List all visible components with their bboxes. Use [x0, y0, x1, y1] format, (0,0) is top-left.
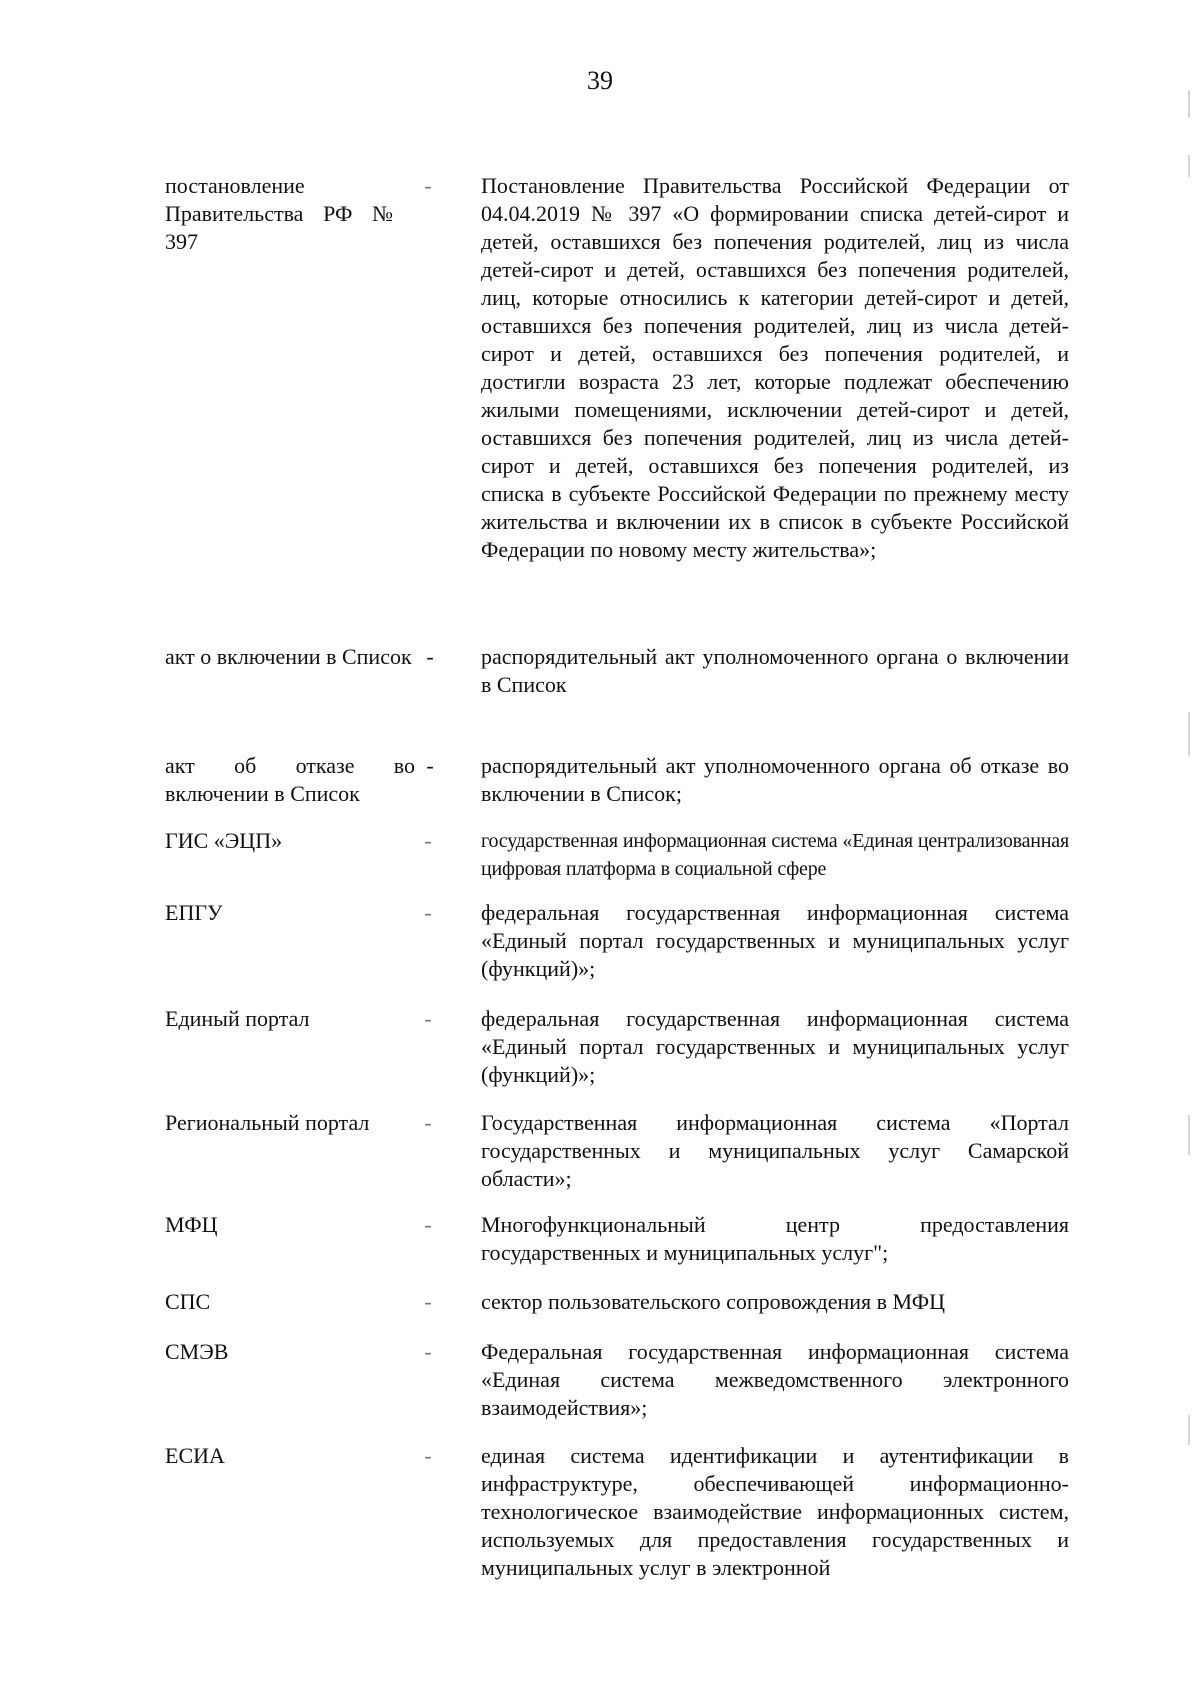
- entry-term: МФЦ: [165, 1212, 218, 1237]
- entry-term: Единый портал: [165, 1006, 310, 1031]
- entry-definition: Постановление Правительства Российской Федерации от 04.04.2019 № 397 «О формировании списка детей-сирот и детей, оставшихся без попечения родителей, лиц из числа детей-сирот и детей, оставшихся без попечения родителей, лиц, которые относились к категории детей-сирот и детей, оставшихся без попечения родителей, лиц из числа детей-сирот и детей, оставшихся без попечения родителей, и достигли возраста 23 лет, которые подлежат обеспечению жилыми помещениями, исключении детей-сирот и детей, оставшихся без попечения родителей, лиц из числа детей-сирот и детей, оставшихся без попечения родителей, из списка в субъекте Российской Федерации по прежнему месту жительства и включении их в список в субъекте Российской Федерации по новому месту жительства»;: [481, 173, 1069, 562]
- entry-definition: единая система идентификации и аутентификации в инфраструктуре, обеспечивающей информационно-технологическое взаимодействие информационных систем, используемых для предоставления государственных и муниципальных услуг в электронной: [481, 1443, 1069, 1580]
- entry-term: СПС: [165, 1289, 211, 1314]
- entry-definition: Многофункциональный центр предоставления государственных и муниципальных услуг";: [481, 1212, 1069, 1265]
- entry-term: акт об отказе во включении в Список: [165, 753, 415, 806]
- entry-definition: Федеральная государственная информационная система «Единая система межведомственного электронного взаимодействия»;: [481, 1339, 1069, 1420]
- entry-dash: -: [424, 900, 432, 925]
- entry-dash: -: [424, 1339, 432, 1364]
- entry-dash: -: [424, 173, 432, 198]
- entry-definition: распорядительный акт уполномоченного органа об отказе во включении в Список;: [481, 753, 1069, 806]
- entry-term: СМЭВ: [165, 1339, 229, 1364]
- page-number: 39: [587, 66, 613, 95]
- entry-term: постановление Правительства РФ № 397: [165, 173, 393, 254]
- entry-dash: -: [424, 1289, 432, 1314]
- entry-definition: государственная информационная система «Единая централизованная цифровая платформа в социальной сфере: [481, 830, 1069, 880]
- entry-definition: распорядительный акт уполномоченного органа о включении в Список: [481, 644, 1069, 697]
- entry-term: Региональный портал: [165, 1110, 370, 1135]
- entry-term: ГИС «ЭЦП»: [165, 828, 283, 853]
- entry-dash: -: [424, 1006, 432, 1031]
- entry-dash: -: [424, 1110, 432, 1135]
- entry-dash: -: [424, 1212, 432, 1237]
- entry-definition: федеральная государственная информационная система «Единый портал государственных и муниципальных услуг (функций)»;: [481, 900, 1069, 981]
- entry-term: акт о включении в Список: [165, 644, 412, 669]
- entry-definition: федеральная государственная информационная система «Единый портал государственных и муниципальных услуг (функций)»;: [481, 1006, 1069, 1087]
- entry-definition: Государственная информационная система «Портал государственных и муниципальных услуг Самарской области»;: [481, 1110, 1069, 1191]
- entry-dash: -: [424, 1443, 432, 1468]
- entry-dash: -: [426, 753, 434, 778]
- entry-term: ЕПГУ: [165, 900, 223, 925]
- entry-dash: -: [426, 644, 434, 669]
- entry-definition: сектор пользовательского сопровождения в МФЦ: [481, 1289, 946, 1314]
- entry-term: ЕСИА: [165, 1443, 225, 1468]
- entry-dash: -: [424, 828, 432, 853]
